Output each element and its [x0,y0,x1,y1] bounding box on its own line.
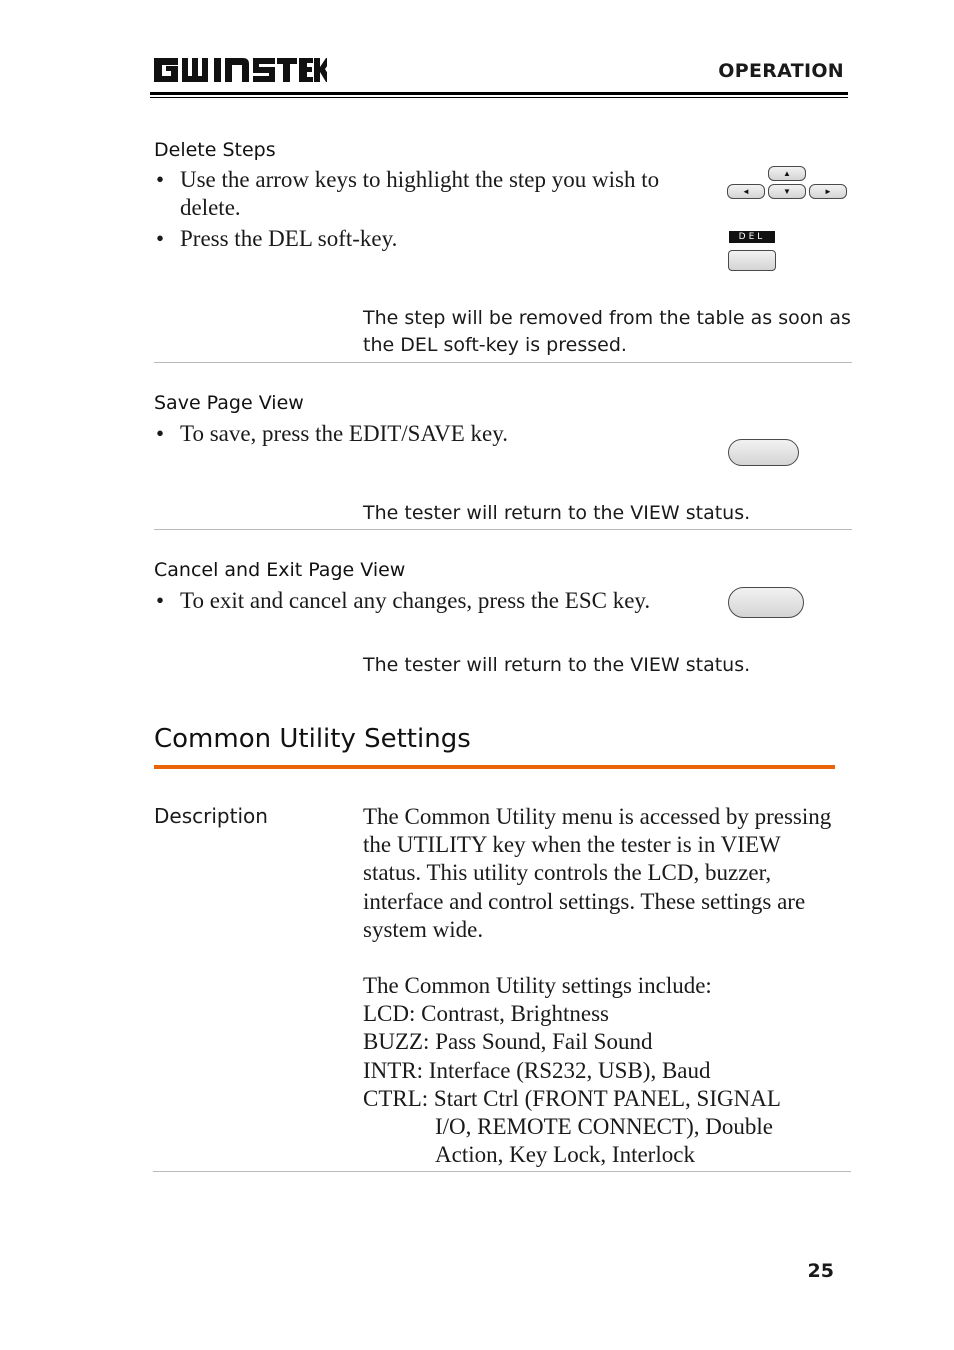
settings-list [363,972,848,1169]
section-divider [154,362,852,363]
list-item: INTR: Interface (RS232, USB), Baud [363,1057,711,1083]
list-item: BUZZ: Pass Sound, Fail Sound [363,1029,653,1055]
arrow-right-key[interactable] [809,184,847,199]
description-label: Description [154,804,268,828]
cancel-exit-list [154,587,710,615]
save-page-view-note: The tester will return to the VIEW status. [363,502,751,524]
delete-steps-note: The step will be removed from the table as soon as the DEL soft-key is pressed. [363,307,851,356]
arrow-up-icon: ▲ [783,169,791,178]
cancel-exit-note: The tester will return to the VIEW status. [363,654,751,676]
arrow-left-icon: ◄ [742,187,750,196]
del-softkey-label: DEL [729,231,775,243]
save-page-view-heading: Save Page View [154,392,304,414]
arrow-up-key[interactable] [768,166,806,181]
section-title: Common Utility Settings [154,724,471,754]
list-item: • Use the arrow keys to highlight the step you wish to delete. [156,167,660,220]
delete-steps-heading: Delete Steps [154,139,276,161]
section-divider [153,1171,851,1172]
list-item-continuation: Action, Key Lock, Interlock [435,1142,695,1168]
arrow-down-icon: ▼ [783,187,791,196]
arrow-left-key[interactable] [727,184,765,199]
arrow-down-key[interactable] [768,184,806,199]
del-softkey-button[interactable] [728,250,776,271]
header-rule-thin [150,97,848,98]
page-number: 25 [807,1260,834,1282]
section-label: OPERATION [718,60,844,82]
esc-key[interactable] [728,587,804,618]
section-title-rule [154,765,835,769]
list-item: • Press the DEL soft-key. [156,226,398,251]
section-divider [154,529,852,530]
list-item: LCD: Contrast, Brightness [363,1001,609,1027]
arrow-right-icon: ► [824,187,832,196]
edit-save-key[interactable] [728,439,799,466]
list-item: • To exit and cancel any changes, press the ESC key. [156,588,651,613]
list-item: • To save, press the EDIT/SAVE key. [156,421,508,446]
svg-text:GW INSTEK: GW INSTEK [152,54,158,55]
list-item-continuation: I/O, REMOTE CONNECT), Double [435,1114,773,1140]
delete-steps-list [154,166,710,253]
settings-list-intro: The Common Utility settings include: [363,973,712,998]
cancel-exit-heading: Cancel and Exit Page View [154,559,406,581]
list-item: CTRL: Start Ctrl (FRONT PANEL, SIGNAL [363,1085,781,1111]
save-page-view-list [154,420,710,448]
header-rule [150,92,848,95]
gw-instek-logo [152,54,327,86]
description-paragraph: The Common Utility menu is accessed by pressing the UTILITY key when the tester is in VIEW status. This utility controls the LCD, buzzer, interface and control settings. These settings are system wide. [363,804,832,942]
